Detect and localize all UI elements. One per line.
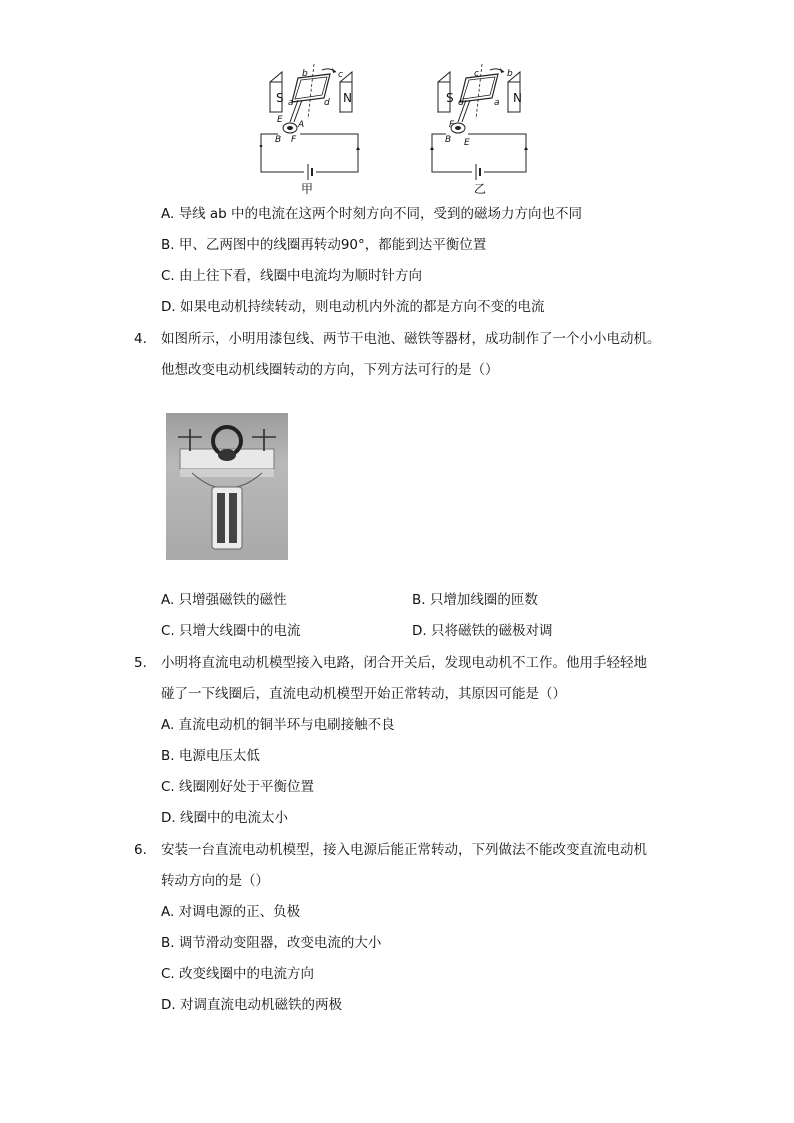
q6-stem-line1: 安装一台直流电动机模型，接入电源后能正常转动，下列做法不能改变直流电动机 — [161, 842, 647, 858]
q3-option-d: D. 如果电动机持续转动，则电动机内外流的都是方向不变的电流 — [161, 299, 545, 315]
q4-option-c: C. 只增大线圈中的电流 — [161, 623, 301, 639]
motor-photo-drawing — [166, 413, 288, 560]
magnet-s-label-jia: S — [276, 91, 284, 105]
point-label: B — [275, 135, 282, 145]
point-label: b — [302, 69, 308, 79]
q6-option-b: B. 调节滑动变阻器，改变电流的大小 — [161, 935, 382, 951]
point-label: a — [494, 98, 500, 108]
point-label: b — [507, 69, 513, 79]
q5-option-d: D. 线圈中的电流太小 — [161, 810, 288, 826]
q5-stem-line2: 碰了一下线圈后，直流电动机模型开始正常转动，其原因可能是（） — [161, 686, 566, 702]
q5-option-b: B. 电源电压太低 — [161, 748, 260, 764]
q5-stem-line1: 小明将直流电动机模型接入电路，闭合开关后，发现电动机不工作。他用手轻轻地 — [161, 655, 647, 671]
q5-option-c: C. 线圈刚好处于平衡位置 — [161, 779, 315, 795]
q4-stem-line2: 他想改变电动机线圈转动的方向，下列方法可行的是（） — [161, 362, 499, 378]
q4-option-b: B. 只增加线圈的匝数 — [412, 592, 538, 608]
q3-option-b: B. 甲、乙两图中的线圈再转动90°，都能到达平衡位置 — [161, 237, 487, 253]
point-label: d — [458, 98, 464, 108]
magnet-n-label-jia: N — [343, 91, 352, 105]
question-number: 5. — [134, 655, 147, 671]
point-label: c — [474, 69, 479, 79]
q3-option-a: A. 导线 ab 中的电流在这两个时刻方向不同，受到的磁场力方向也不同 — [161, 206, 583, 222]
q6-option-d: D. 对调直流电动机磁铁的两极 — [161, 997, 342, 1013]
point-label: E — [277, 115, 283, 125]
point-label: A — [298, 120, 305, 130]
q4-option-d: D. 只将磁铁的磁极对调 — [412, 623, 553, 639]
q6-stem-line2: 转动方向的是（） — [161, 873, 269, 889]
q3-option-c: C. 由上往下看，线圈中电流均为顺时针方向 — [161, 268, 423, 284]
point-label: F — [449, 120, 455, 130]
point-label: F — [291, 135, 297, 145]
point-label: B — [445, 135, 452, 145]
question-number: 6. — [134, 842, 147, 858]
point-label: d — [324, 98, 330, 108]
magnet-n-label-yi: N — [513, 91, 522, 105]
motor-photo — [166, 413, 288, 560]
q5-option-a: A. 直流电动机的铜半环与电刷接触不良 — [161, 717, 395, 733]
magnet-s-label-yi: S — [446, 91, 454, 105]
q4-stem-line1: 如图所示，小明用漆包线、两节干电池、磁铁等器材，成功制作了一个小小电动机。 — [161, 331, 661, 347]
motor-diagram-yi — [426, 64, 536, 184]
figure-caption-yi: 乙 — [474, 182, 487, 196]
q6-option-c: C. 改变线圈中的电流方向 — [161, 966, 315, 982]
point-label: E — [464, 138, 470, 148]
figure-caption-jia: 甲 — [301, 182, 314, 196]
motor-diagram-jia — [258, 64, 368, 184]
q4-option-a: A. 只增强磁铁的磁性 — [161, 592, 287, 608]
q6-option-a: A. 对调电源的正、负极 — [161, 904, 301, 920]
point-label: c — [338, 70, 343, 80]
question-number: 4. — [134, 331, 147, 347]
point-label: a — [288, 98, 294, 108]
